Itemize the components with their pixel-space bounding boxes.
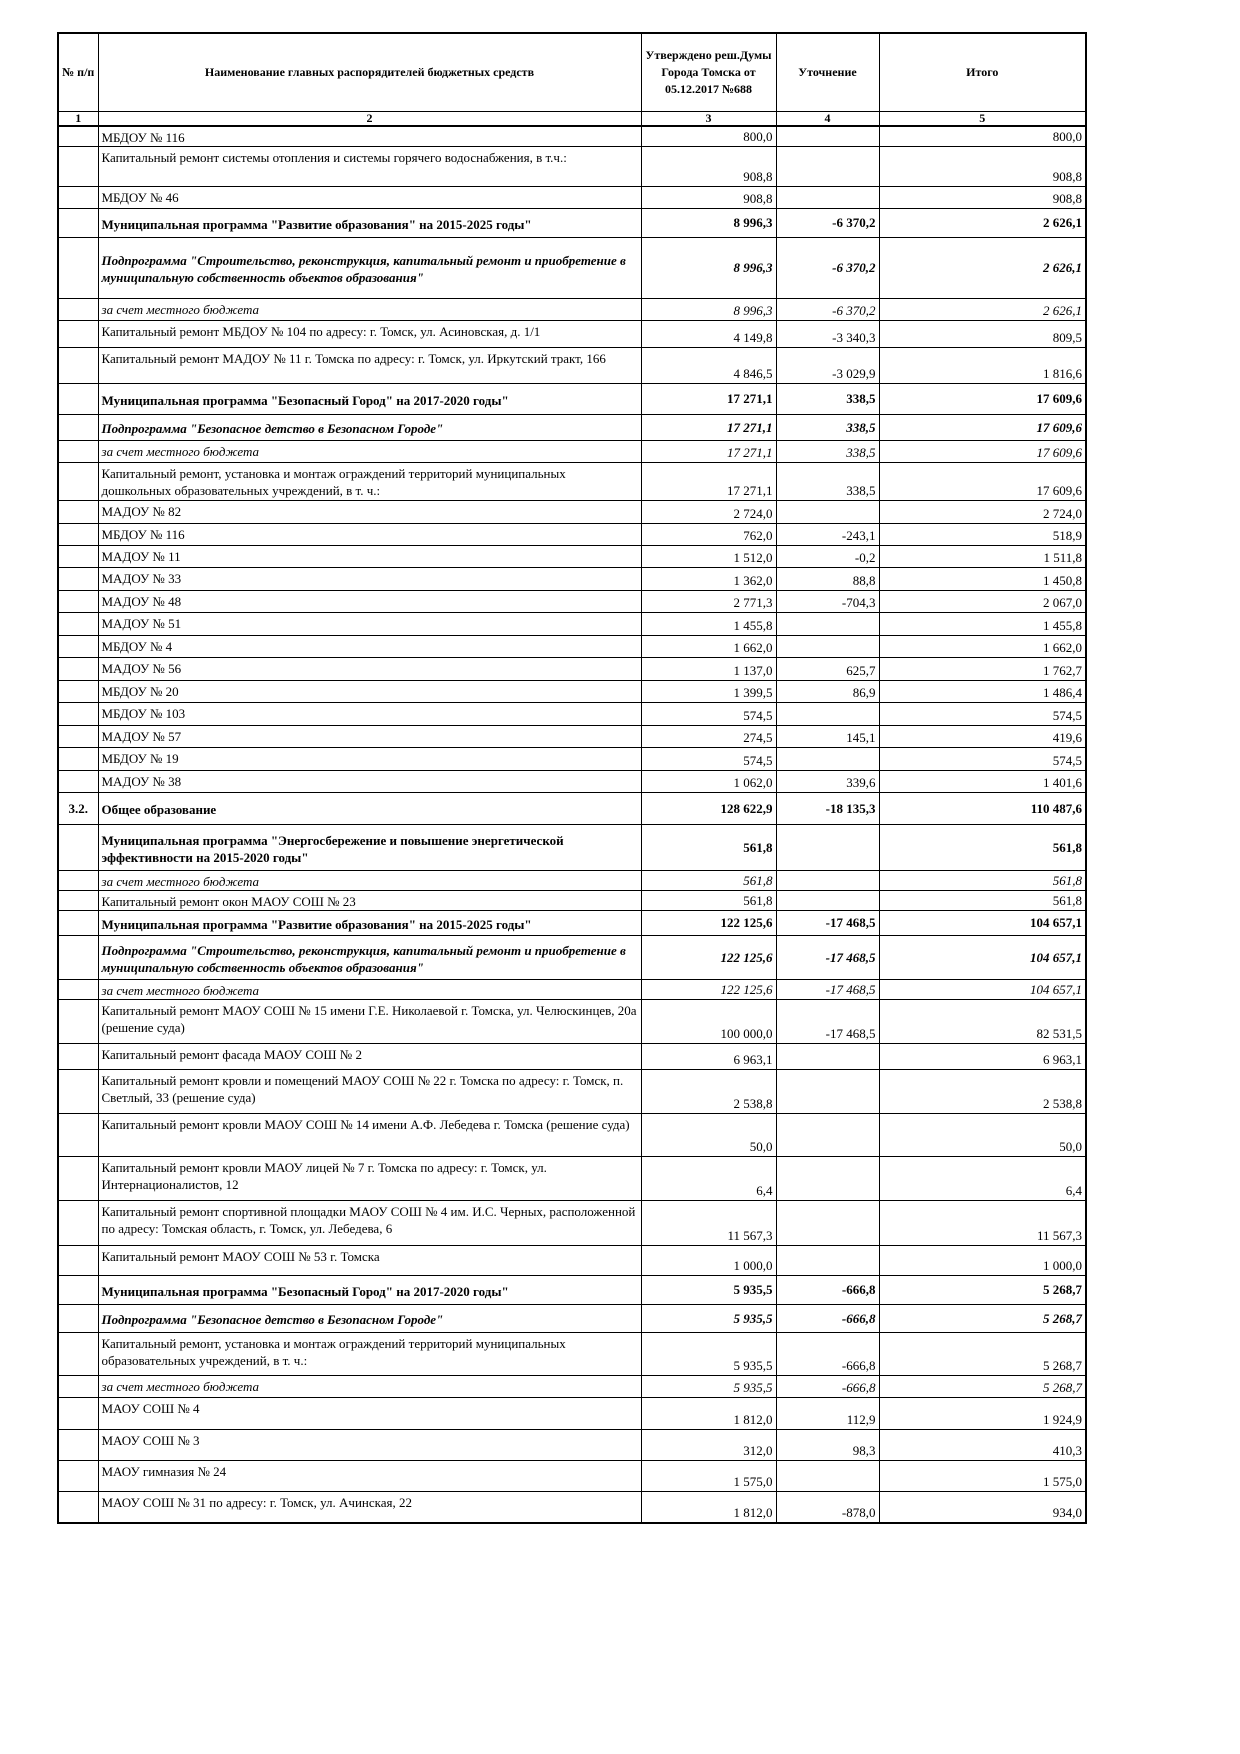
total-value: 1 511,8 — [879, 546, 1086, 568]
table-row — [58, 1201, 1086, 1246]
adjustment-value: -3 340,3 — [776, 321, 879, 348]
row-number — [58, 1398, 98, 1430]
adjustment-value — [776, 1044, 879, 1070]
approved-value: 1 662,0 — [641, 636, 776, 658]
table-row — [58, 321, 1086, 348]
total-value: 800,0 — [879, 126, 1086, 147]
total-value: 561,8 — [879, 871, 1086, 891]
row-name: МБДОУ № 103 — [98, 703, 641, 726]
table-row — [58, 980, 1086, 1000]
row-name: МАДОУ № 38 — [98, 771, 641, 793]
header-approved: Утверждено реш.Думы Города Томска от 05.12.2017 №688 — [641, 33, 776, 111]
row-name: МБДОУ № 4 — [98, 636, 641, 658]
adjustment-value: -17 468,5 — [776, 936, 879, 980]
row-name: МАДОУ № 11 — [98, 546, 641, 568]
approved-value: 11 567,3 — [641, 1201, 776, 1246]
row-number — [58, 501, 98, 524]
table-row — [58, 546, 1086, 568]
row-name: Капитальный ремонт системы отопления и системы горячего водоснабжения, в т.ч.: — [98, 147, 641, 187]
row-name: МБДОУ № 20 — [98, 681, 641, 703]
total-value: 2 626,1 — [879, 209, 1086, 238]
table-row — [58, 463, 1086, 501]
row-name: Капитальный ремонт МАОУ СОШ № 53 г. Томска — [98, 1246, 641, 1276]
row-number — [58, 568, 98, 591]
row-name: МАДОУ № 48 — [98, 591, 641, 613]
adjustment-value: 339,6 — [776, 771, 879, 793]
approved-value: 8 996,3 — [641, 209, 776, 238]
row-name: Общее образование — [98, 793, 641, 825]
approved-value: 122 125,6 — [641, 936, 776, 980]
table-row — [58, 238, 1086, 299]
adjustment-value: -17 468,5 — [776, 1000, 879, 1044]
approved-value: 574,5 — [641, 748, 776, 771]
adjustment-value — [776, 825, 879, 871]
total-value: 17 609,6 — [879, 384, 1086, 415]
approved-value: 4 846,5 — [641, 348, 776, 384]
approved-value: 128 622,9 — [641, 793, 776, 825]
table-row — [58, 1157, 1086, 1201]
table-row — [58, 1430, 1086, 1461]
approved-value: 1 812,0 — [641, 1398, 776, 1430]
row-number — [58, 1305, 98, 1333]
row-number — [58, 1201, 98, 1246]
approved-value: 5 935,5 — [641, 1305, 776, 1333]
table-row — [58, 825, 1086, 871]
row-number — [58, 703, 98, 726]
total-value: 2 626,1 — [879, 238, 1086, 299]
table-row — [58, 568, 1086, 591]
row-name: МБДОУ № 46 — [98, 187, 641, 209]
table-row — [58, 441, 1086, 463]
total-value: 104 657,1 — [879, 911, 1086, 936]
header-row — [58, 33, 1086, 111]
adjustment-value: -17 468,5 — [776, 911, 879, 936]
approved-value: 8 996,3 — [641, 238, 776, 299]
total-value: 17 609,6 — [879, 441, 1086, 463]
row-number — [58, 1246, 98, 1276]
row-number — [58, 1157, 98, 1201]
adjustment-value: 338,5 — [776, 441, 879, 463]
table-row — [58, 501, 1086, 524]
row-number — [58, 384, 98, 415]
row-name: Муниципальная программа "Энергосбережение и повышение энергетической эффективности на 2015-2020 годы" — [98, 825, 641, 871]
table-row — [58, 936, 1086, 980]
row-number — [58, 748, 98, 771]
table-row — [58, 147, 1086, 187]
row-name: Капитальный ремонт окон МАОУ СОШ № 23 — [98, 891, 641, 911]
total-value: 1 455,8 — [879, 613, 1086, 636]
approved-value: 6,4 — [641, 1157, 776, 1201]
row-number — [58, 1000, 98, 1044]
header-number: № п/п — [58, 33, 98, 111]
approved-value: 1 512,0 — [641, 546, 776, 568]
total-value: 1 924,9 — [879, 1398, 1086, 1430]
total-value: 1 662,0 — [879, 636, 1086, 658]
total-value: 17 609,6 — [879, 463, 1086, 501]
row-number — [58, 825, 98, 871]
table-row — [58, 726, 1086, 748]
table-row — [58, 1461, 1086, 1492]
adjustment-value: 338,5 — [776, 415, 879, 441]
row-number — [58, 1333, 98, 1376]
row-number — [58, 911, 98, 936]
approved-value: 561,8 — [641, 891, 776, 911]
row-name: МАДОУ № 33 — [98, 568, 641, 591]
adjustment-value — [776, 1070, 879, 1114]
adjustment-value: 625,7 — [776, 658, 879, 681]
approved-value: 122 125,6 — [641, 911, 776, 936]
column-index: 5 — [879, 111, 1086, 126]
row-name: за счет местного бюджета — [98, 871, 641, 891]
table-row — [58, 384, 1086, 415]
table-row — [58, 1333, 1086, 1376]
row-name: Капитальный ремонт кровли и помещений МАОУ СОШ № 22 г. Томска по адресу: г. Томск, п. Светлый, 33 (решение суда) — [98, 1070, 641, 1114]
row-name: МАОУ СОШ № 4 — [98, 1398, 641, 1430]
row-number — [58, 871, 98, 891]
adjustment-value: -3 029,9 — [776, 348, 879, 384]
row-name: МАОУ гимназия № 24 — [98, 1461, 641, 1492]
approved-value: 2 771,3 — [641, 591, 776, 613]
table-row — [58, 911, 1086, 936]
table-row — [58, 636, 1086, 658]
table-row — [58, 348, 1086, 384]
approved-value: 2 538,8 — [641, 1070, 776, 1114]
table-row — [58, 1398, 1086, 1430]
table-row — [58, 891, 1086, 911]
row-number: 3.2. — [58, 793, 98, 825]
approved-value: 8 996,3 — [641, 299, 776, 321]
row-number — [58, 209, 98, 238]
adjustment-value: -6 370,2 — [776, 238, 879, 299]
row-number — [58, 1070, 98, 1114]
table-row — [58, 703, 1086, 726]
column-index: 3 — [641, 111, 776, 126]
approved-value: 561,8 — [641, 871, 776, 891]
row-name: МБДОУ № 19 — [98, 748, 641, 771]
approved-value: 6 963,1 — [641, 1044, 776, 1070]
row-number — [58, 1461, 98, 1492]
total-value: 809,5 — [879, 321, 1086, 348]
approved-value: 17 271,1 — [641, 441, 776, 463]
adjustment-value — [776, 891, 879, 911]
adjustment-value — [776, 1157, 879, 1201]
table-row — [58, 1044, 1086, 1070]
approved-value: 1 812,0 — [641, 1492, 776, 1523]
total-value: 2 067,0 — [879, 591, 1086, 613]
row-name: Муниципальная программа "Безопасный Город" на 2017-2020 годы" — [98, 384, 641, 415]
row-number — [58, 441, 98, 463]
row-name: Капитальный ремонт, установка и монтаж ограждений территорий муниципальных дошкольных образовательных учреждений, в т. ч.: — [98, 463, 641, 501]
row-name: МБДОУ № 116 — [98, 524, 641, 546]
row-name: МАДОУ № 82 — [98, 501, 641, 524]
column-index: 2 — [98, 111, 641, 126]
total-value: 908,8 — [879, 147, 1086, 187]
approved-value: 312,0 — [641, 1430, 776, 1461]
adjustment-value — [776, 1114, 879, 1157]
approved-value: 122 125,6 — [641, 980, 776, 1000]
table-row — [58, 299, 1086, 321]
total-value: 934,0 — [879, 1492, 1086, 1523]
row-name: Подпрограмма "Безопасное детство в Безопасном Городе" — [98, 415, 641, 441]
row-name: Подпрограмма "Безопасное детство в Безопасном Городе" — [98, 1305, 641, 1333]
row-number — [58, 681, 98, 703]
table-row — [58, 1492, 1086, 1523]
approved-value: 574,5 — [641, 703, 776, 726]
total-value: 574,5 — [879, 703, 1086, 726]
total-value: 561,8 — [879, 891, 1086, 911]
total-value: 2 538,8 — [879, 1070, 1086, 1114]
adjustment-value: 338,5 — [776, 463, 879, 501]
row-number — [58, 980, 98, 1000]
row-number — [58, 1276, 98, 1305]
row-number — [58, 126, 98, 147]
table-row — [58, 771, 1086, 793]
row-name: Капитальный ремонт МБДОУ № 104 по адресу: г. Томск, ул. Асиновская, д. 1/1 — [98, 321, 641, 348]
adjustment-value — [776, 613, 879, 636]
adjustment-value: -18 135,3 — [776, 793, 879, 825]
row-number — [58, 658, 98, 681]
approved-value: 274,5 — [641, 726, 776, 748]
approved-value: 800,0 — [641, 126, 776, 147]
row-number — [58, 1044, 98, 1070]
total-value: 11 567,3 — [879, 1201, 1086, 1246]
approved-value: 1 137,0 — [641, 658, 776, 681]
header-adjustment: Уточнение — [776, 33, 879, 111]
table-row — [58, 793, 1086, 825]
total-value: 104 657,1 — [879, 980, 1086, 1000]
table-row — [58, 1246, 1086, 1276]
total-value: 6 963,1 — [879, 1044, 1086, 1070]
row-number — [58, 415, 98, 441]
row-name: Подпрограмма "Строительство, реконструкция, капитальный ремонт и приобретение в муниципальную собственность объектов образования" — [98, 238, 641, 299]
approved-value: 17 271,1 — [641, 415, 776, 441]
row-name: Капитальный ремонт, установка и монтаж ограждений территорий муниципальных образовательных учреждений, в т. ч.: — [98, 1333, 641, 1376]
row-number — [58, 546, 98, 568]
row-name: Капитальный ремонт МАОУ СОШ № 15 имени Г.Е. Николаевой г. Томска, ул. Челюскинцев, 20а (решение суда) — [98, 1000, 641, 1044]
total-value: 104 657,1 — [879, 936, 1086, 980]
adjustment-value — [776, 1246, 879, 1276]
row-name: Капитальный ремонт кровли МАОУ лицей № 7 г. Томска по адресу: г. Томск, ул. Интернационалистов, 12 — [98, 1157, 641, 1201]
row-number — [58, 299, 98, 321]
table-row — [58, 1000, 1086, 1044]
table-row — [58, 748, 1086, 771]
adjustment-value: -6 370,2 — [776, 299, 879, 321]
adjustment-value: -0,2 — [776, 546, 879, 568]
row-number — [58, 1430, 98, 1461]
adjustment-value — [776, 748, 879, 771]
table-row — [58, 591, 1086, 613]
approved-value: 5 935,5 — [641, 1276, 776, 1305]
total-value: 5 268,7 — [879, 1333, 1086, 1376]
total-value: 908,8 — [879, 187, 1086, 209]
approved-value: 4 149,8 — [641, 321, 776, 348]
table-row — [58, 613, 1086, 636]
total-value: 1 450,8 — [879, 568, 1086, 591]
approved-value: 908,8 — [641, 187, 776, 209]
adjustment-value: 145,1 — [776, 726, 879, 748]
adjustment-value — [776, 703, 879, 726]
table-row — [58, 1376, 1086, 1398]
table-row — [58, 187, 1086, 209]
header-name: Наименование главных распорядителей бюджетных средств — [98, 33, 641, 111]
total-value: 82 531,5 — [879, 1000, 1086, 1044]
row-name: за счет местного бюджета — [98, 299, 641, 321]
approved-value: 17 271,1 — [641, 463, 776, 501]
row-number — [58, 187, 98, 209]
adjustment-value: -666,8 — [776, 1276, 879, 1305]
adjustment-value: 86,9 — [776, 681, 879, 703]
approved-value: 1 455,8 — [641, 613, 776, 636]
total-value: 1 575,0 — [879, 1461, 1086, 1492]
adjustment-value: 338,5 — [776, 384, 879, 415]
row-number — [58, 936, 98, 980]
row-number — [58, 463, 98, 501]
table-row — [58, 209, 1086, 238]
table-row — [58, 1114, 1086, 1157]
row-number — [58, 1114, 98, 1157]
total-value: 110 487,6 — [879, 793, 1086, 825]
adjustment-value: 98,3 — [776, 1430, 879, 1461]
row-name: за счет местного бюджета — [98, 441, 641, 463]
adjustment-value: 112,9 — [776, 1398, 879, 1430]
approved-value: 1 062,0 — [641, 771, 776, 793]
table-row — [58, 1070, 1086, 1114]
approved-value: 1 000,0 — [641, 1246, 776, 1276]
adjustment-value — [776, 147, 879, 187]
adjustment-value — [776, 1461, 879, 1492]
row-name: Муниципальная программа "Безопасный Город" на 2017-2020 годы" — [98, 1276, 641, 1305]
row-number — [58, 636, 98, 658]
row-name: МАДОУ № 51 — [98, 613, 641, 636]
row-name: МАОУ СОШ № 3 — [98, 1430, 641, 1461]
row-name: Муниципальная программа "Развитие образования" на 2015-2025 годы" — [98, 911, 641, 936]
table-row — [58, 1276, 1086, 1305]
total-value: 561,8 — [879, 825, 1086, 871]
total-value: 574,5 — [879, 748, 1086, 771]
approved-value: 17 271,1 — [641, 384, 776, 415]
adjustment-value: -878,0 — [776, 1492, 879, 1523]
budget-table — [57, 32, 1087, 1524]
column-index: 1 — [58, 111, 98, 126]
total-value: 50,0 — [879, 1114, 1086, 1157]
approved-value: 762,0 — [641, 524, 776, 546]
row-name: Капитальный ремонт фасада МАОУ СОШ № 2 — [98, 1044, 641, 1070]
table-row — [58, 871, 1086, 891]
adjustment-value: 88,8 — [776, 568, 879, 591]
row-number — [58, 321, 98, 348]
adjustment-value — [776, 501, 879, 524]
total-value: 1 762,7 — [879, 658, 1086, 681]
total-value: 5 268,7 — [879, 1305, 1086, 1333]
total-value: 1 000,0 — [879, 1246, 1086, 1276]
approved-value: 1 362,0 — [641, 568, 776, 591]
approved-value: 5 935,5 — [641, 1376, 776, 1398]
total-value: 410,3 — [879, 1430, 1086, 1461]
row-name: МАДОУ № 56 — [98, 658, 641, 681]
table-row — [58, 681, 1086, 703]
table-row — [58, 415, 1086, 441]
header-total: Итого — [879, 33, 1086, 111]
row-number — [58, 771, 98, 793]
approved-value: 1 575,0 — [641, 1461, 776, 1492]
approved-value: 5 935,5 — [641, 1333, 776, 1376]
total-value: 2 724,0 — [879, 501, 1086, 524]
row-name: за счет местного бюджета — [98, 980, 641, 1000]
row-number — [58, 726, 98, 748]
row-name: за счет местного бюджета — [98, 1376, 641, 1398]
row-number — [58, 1376, 98, 1398]
adjustment-value — [776, 1201, 879, 1246]
approved-value: 50,0 — [641, 1114, 776, 1157]
row-name: Муниципальная программа "Развитие образования" на 2015-2025 годы" — [98, 209, 641, 238]
adjustment-value — [776, 126, 879, 147]
approved-value: 2 724,0 — [641, 501, 776, 524]
row-name: МБДОУ № 116 — [98, 126, 641, 147]
approved-value: 1 399,5 — [641, 681, 776, 703]
row-number — [58, 348, 98, 384]
adjustment-value: -6 370,2 — [776, 209, 879, 238]
row-number — [58, 147, 98, 187]
adjustment-value — [776, 187, 879, 209]
table-row — [58, 658, 1086, 681]
row-number — [58, 524, 98, 546]
row-name: Капитальный ремонт кровли МАОУ СОШ № 14 имени А.Ф. Лебедева г. Томска (решение суда) — [98, 1114, 641, 1157]
total-value: 1 816,6 — [879, 348, 1086, 384]
total-value: 5 268,7 — [879, 1376, 1086, 1398]
adjustment-value — [776, 871, 879, 891]
table-row — [58, 524, 1086, 546]
total-value: 1 401,6 — [879, 771, 1086, 793]
approved-value: 908,8 — [641, 147, 776, 187]
column-index-row — [58, 111, 1086, 126]
row-number — [58, 613, 98, 636]
total-value: 5 268,7 — [879, 1276, 1086, 1305]
adjustment-value: -666,8 — [776, 1333, 879, 1376]
approved-value: 100 000,0 — [641, 1000, 776, 1044]
row-name: МАОУ СОШ № 31 по адресу: г. Томск, ул. Ачинская, 22 — [98, 1492, 641, 1523]
total-value: 518,9 — [879, 524, 1086, 546]
adjustment-value: -666,8 — [776, 1305, 879, 1333]
adjustment-value: -17 468,5 — [776, 980, 879, 1000]
table-row — [58, 126, 1086, 147]
adjustment-value: -666,8 — [776, 1376, 879, 1398]
adjustment-value — [776, 636, 879, 658]
column-index: 4 — [776, 111, 879, 126]
total-value: 17 609,6 — [879, 415, 1086, 441]
row-number — [58, 591, 98, 613]
total-value: 2 626,1 — [879, 299, 1086, 321]
table-row — [58, 1305, 1086, 1333]
adjustment-value: -243,1 — [776, 524, 879, 546]
row-number — [58, 1492, 98, 1523]
row-number — [58, 891, 98, 911]
row-name: Подпрограмма "Строительство, реконструкция, капитальный ремонт и приобретение в муниципальную собственность объектов образования" — [98, 936, 641, 980]
total-value: 6,4 — [879, 1157, 1086, 1201]
row-name: МАДОУ № 57 — [98, 726, 641, 748]
row-name: Капитальный ремонт МАДОУ № 11 г. Томска по адресу: г. Томск, ул. Иркутский тракт, 166 — [98, 348, 641, 384]
total-value: 1 486,4 — [879, 681, 1086, 703]
row-number — [58, 238, 98, 299]
approved-value: 561,8 — [641, 825, 776, 871]
row-name: Капитальный ремонт спортивной площадки МАОУ СОШ № 4 им. И.С. Черных, расположенной по адресу: Томская область, г. Томск, ул. Лебедева, 6 — [98, 1201, 641, 1246]
adjustment-value: -704,3 — [776, 591, 879, 613]
total-value: 419,6 — [879, 726, 1086, 748]
